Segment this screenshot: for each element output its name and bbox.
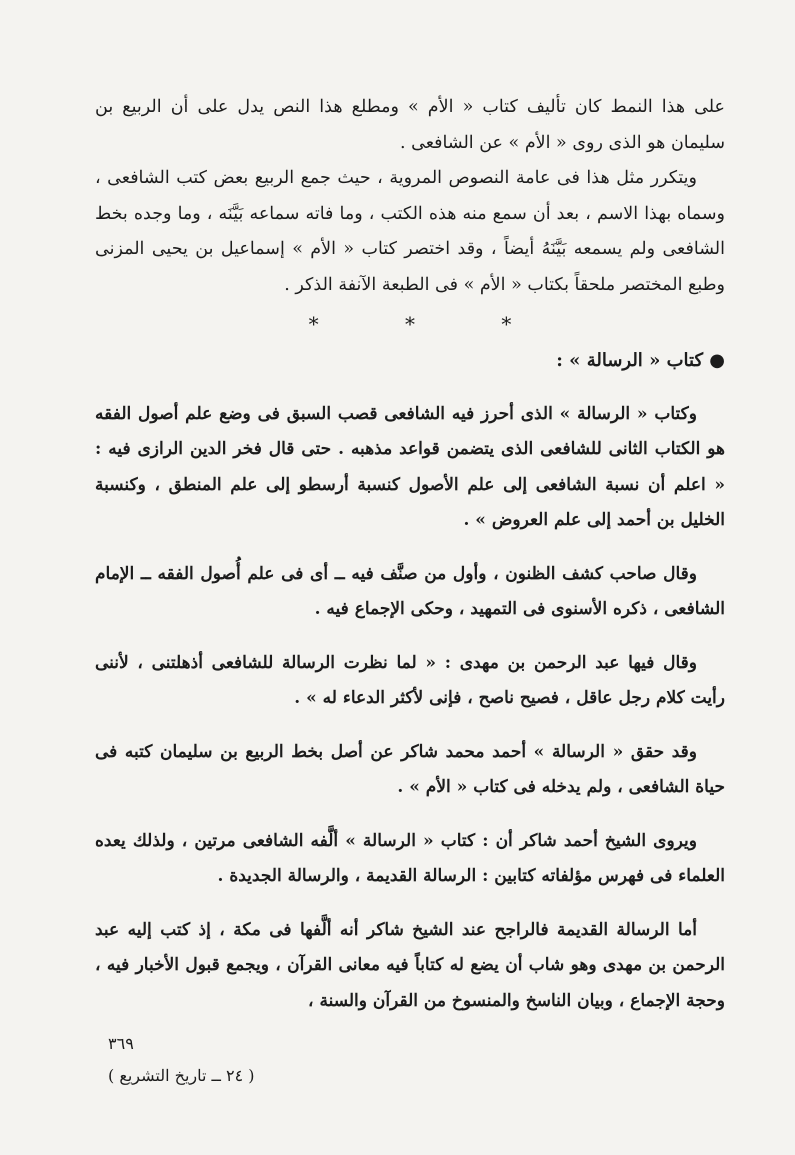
page-footer [108, 1028, 255, 1092]
signature-mark: ( ٢٤ ــ تاريخ التشريع ) [108, 1066, 255, 1085]
section-heading: ● كتاب « الرسالة » : [556, 350, 725, 371]
section-separator: * * * [308, 312, 552, 336]
page-number: ٣٦٩ [108, 1034, 134, 1053]
page-body [95, 90, 725, 1019]
paragraph-risala-1: وكتاب « الرسالة » الذى أحرز فيه الشافعى قصب السبق فى وضع علم أصول الفقه هو الكتاب الثانى للشافعى الذى يتضمن قواعد مذهبه . حتى قال فخر الدين الرازى فيه : « اعلم أن نسبة الشافعى إلى علم الأصول كنسبة أرسطو إلى علم المنطق ، وكنسبة الخليل بن أحمد إلى علم العروض » . [95, 403, 725, 530]
paragraph-risala-2: وقال صاحب كشف الظنون ، وأول من صنَّف فيه ــ أى فى علم أُصول الفقه ــ الإمام الشافعى ، ذكره الأسنوى فى التمهيد ، وحكى الإجماع فيه . [95, 563, 725, 619]
paragraph-risala-3: وقال فيها عبد الرحمن بن مهدى : « لما نظرت الرسالة للشافعى أذهلتنى ، لأننى رأيت كلام رجل عاقل ، فصيح ناصح ، فإنى لأكثر الدعاء له » . [95, 652, 725, 708]
paragraph-risala-4: وقد حقق « الرسالة » أحمد محمد شاكر عن أصل بخط الربيع بن سليمان كتبه فى حياة الشافعى ، ولم يدخله فى كتاب « الأم » . [95, 741, 725, 797]
paragraph-risala-5: ويروى الشيخ أحمد شاكر أن : كتاب « الرسالة » ألَّفه الشافعى مرتين ، ولذلك يعده العلماء فى فهرس مؤلفاته كتابين : الرسالة القديمة ، والرسالة الجديدة . [95, 830, 725, 886]
paragraph-2: ويتكرر مثل هذا فى عامة النصوص المروية ، حيث جمع الربيع بعض كتب الشافعى ، وسماه بهذا الاسم ، بعد أن سمع منه هذه الكتب ، وما فاته سماعه بَيَّنَه ، وما وجده بخط الشافعى ولم يسمعه بَيَّنَهُ أيضاً ، وقد اختصر كتاب « الأم » إسماعيل بن يحيى المزنى وطبع المختصر ملحقاً بكتاب « الأم » فى الطبعة الآنفة الذكر . [95, 168, 725, 295]
paragraph-1: على هذا النمط كان تأليف كتاب « الأم » ومطلع هذا النص يدل على أن الربيع بن سليمان هو الذى روى « الأم » عن الشافعى . [95, 97, 725, 153]
paragraph-risala-6: أما الرسالة القديمة فالراجح عند الشيخ شاكر أنه ألَّفها فى مكة ، إذ كتب إليه عبد الرحمن بن مهدى وهو شاب أن يضع له كتاباً فيه معانى القرآن ، ويجمع قبول الأخبار فيه ، وحجة الإجماع ، وبيان الناسخ والمنسوخ من القرآن والسنة ، [95, 919, 725, 1011]
